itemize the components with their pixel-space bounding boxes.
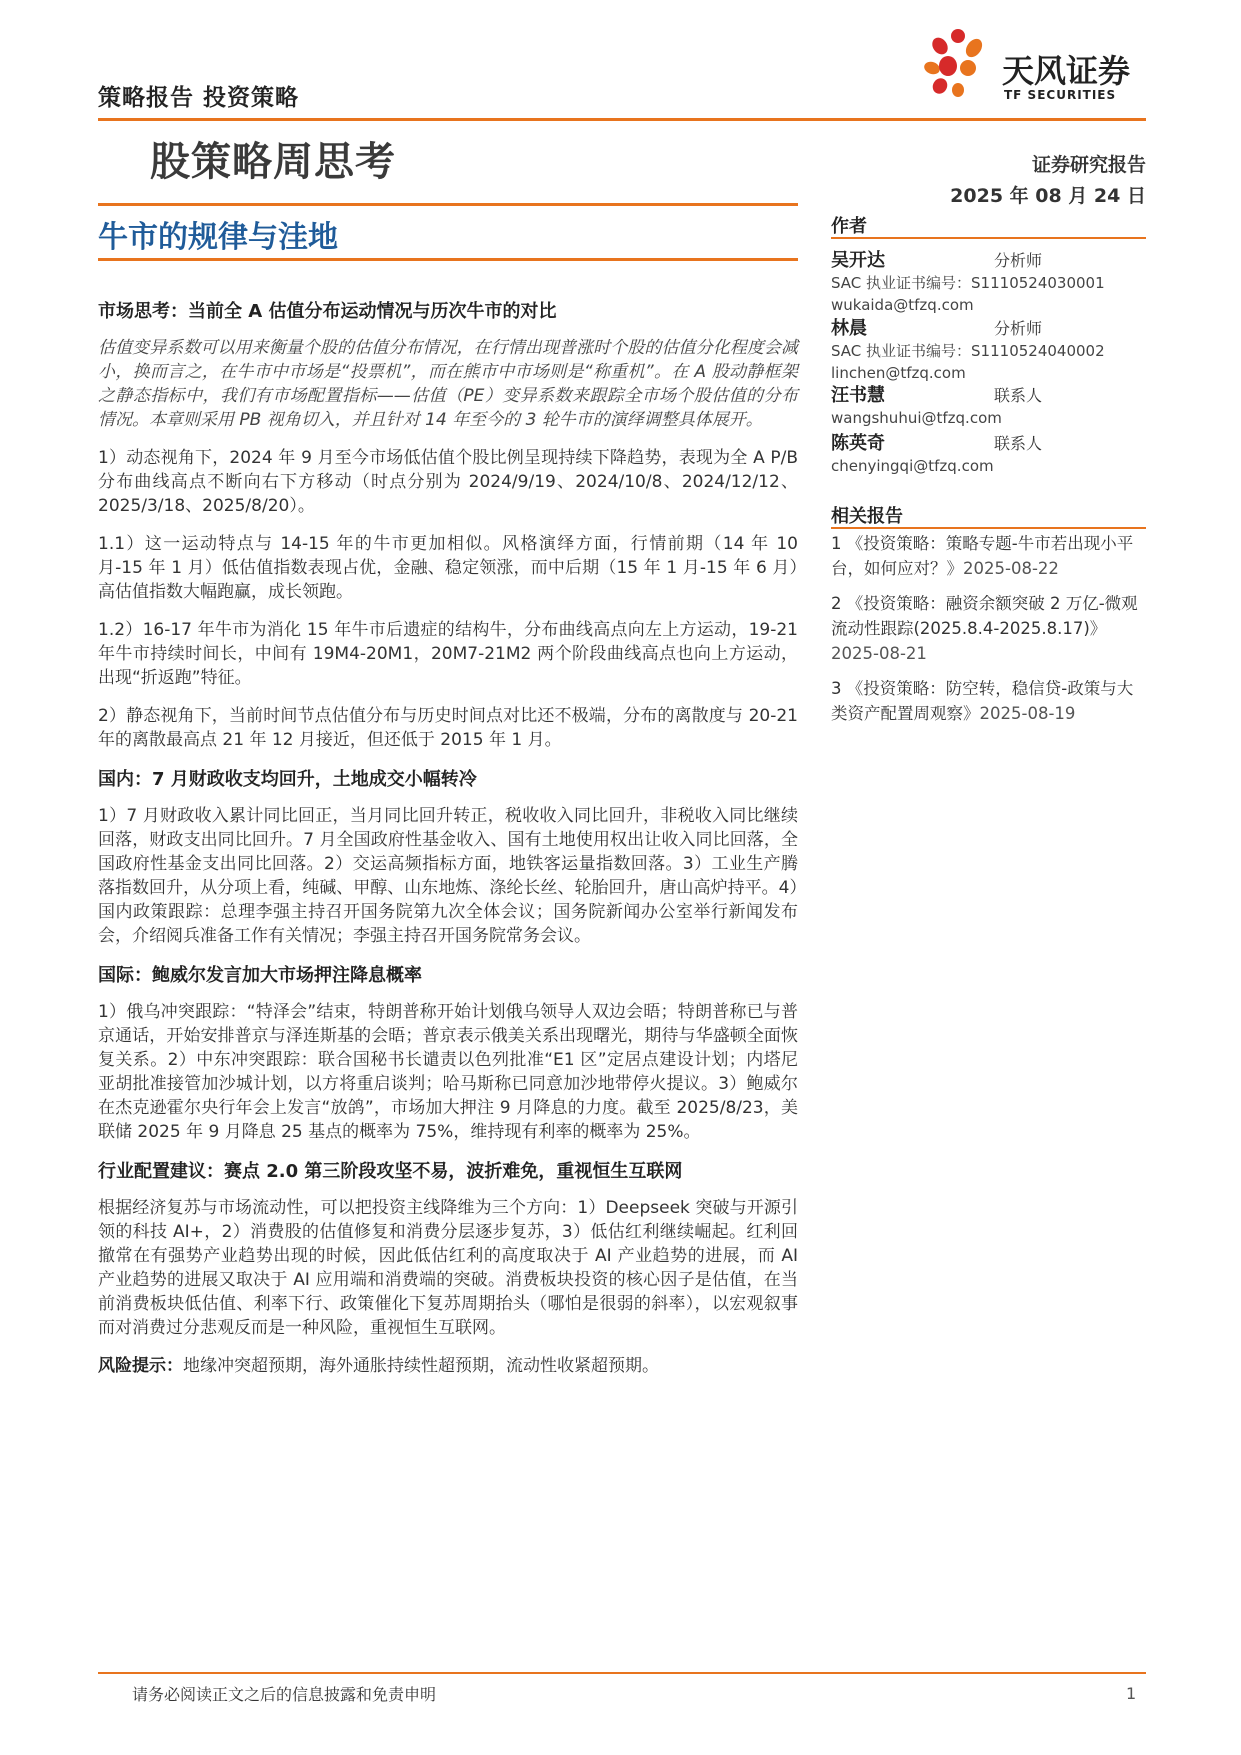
related-report-title[interactable]: 1 《投资策略：策略专题-牛市若出现小平台，如何应对？》 <box>831 534 1134 578</box>
footer-disclaimer: 请务必阅读正文之后的信息披露和免责申明 <box>132 1685 437 1704</box>
related-reports-section <box>831 502 1151 528</box>
logo-name-cn: 天风证券 <box>1002 52 1131 90</box>
author-name: 陈英奇 <box>831 433 885 454</box>
page-number: 1 <box>1126 1684 1137 1703</box>
page-title: 股策略周思考 <box>150 139 396 185</box>
related-reports-heading: 相关报告 <box>831 506 903 527</box>
related-report-date: 2025-08-21 <box>831 644 927 663</box>
author-role: 联系人 <box>994 386 1043 405</box>
related-report-item[interactable] <box>831 676 1149 726</box>
paragraph: 2）静态视角下，当前时间节点估值分布与历史时间点对比还不极端，分布的离散度与 20-21 年的离散最高点 21 年 12 月接近，但还低于 2015 年 1 月。 <box>98 706 798 750</box>
author-card <box>831 429 1146 477</box>
related-reports-divider <box>831 527 1146 529</box>
report-subtitle: 牛市的规律与洼地 <box>98 220 338 255</box>
author-role: 分析师 <box>994 319 1043 338</box>
section-heading-market: 市场思考：当前全 A 估值分布运动情况与历次牛市的对比 <box>98 301 557 322</box>
author-email[interactable]: wangshuhui@tfzq.com <box>831 409 1002 427</box>
report-type: 证券研究报告 <box>1031 154 1146 176</box>
authors-heading: 作者 <box>831 216 867 237</box>
related-report-title[interactable]: 2 《投资策略：融资余额突破 2 万亿-微观流动性跟踪(2025.8.4-2025.8.17)》 <box>831 594 1138 638</box>
footer-divider <box>98 1672 1146 1674</box>
subtitle-divider <box>98 258 798 261</box>
paragraph: 根据经济复苏与市场流动性，可以把投资主线降维为三个方向：1）Deepseek 突破与开源引领的科技 AI+，2）消费股的估值修复和消费分层逐步复苏，3）低估红利继续崛起。红利回撤常在有强势产业趋势出现的时候，因此低估红利的高度取决于 AI 产业趋势的进展，而 AI 产业趋势的进展又取决于 AI 应用端和消费端的突破。消费板块投资的核心因子是估值，在当前消费板块低估值、利率下行、政策催化下复苏周期抬头（哪怕是很弱的斜率），以宏观叙事而对消费过分悲观反而是一种风险，重视恒生互联网。 <box>98 1198 798 1338</box>
authors-divider <box>831 237 1146 239</box>
header-divider <box>98 118 1146 121</box>
author-cert: SAC 执业证书编号：S1110524040002 <box>831 342 1105 360</box>
company-logo <box>918 24 1138 104</box>
risk-label: 风险提示： <box>98 1356 183 1376</box>
author-card <box>831 381 1146 429</box>
title-divider <box>98 203 798 206</box>
author-name: 吴开达 <box>831 250 885 271</box>
authors-list <box>831 246 1151 476</box>
section-heading-domestic: 国内：7 月财政收支均回升，土地成交小幅转冷 <box>98 769 477 790</box>
author-email[interactable]: chenyingqi@tfzq.com <box>831 457 994 475</box>
main-content <box>98 298 798 1392</box>
section-intro: 估值变异系数可以用来衡量个股的估值分布情况，在行情出现普涨时个股的估值分化程度会减小，换而言之，在牛市中市场是“投票机”，而在熊市中市场则是“称重机”。在 A 股动静框架之静态指标中，我们有市场配置指标——估值（PE）变异系数来跟踪全市场个股估值的分布情况。本章则采用 PB 视角切入，并且针对 14 年至今的 3 轮牛市的演绎调整具体展开。 <box>98 338 798 430</box>
author-name: 汪书慧 <box>831 385 885 406</box>
paragraph: 1）俄乌冲突跟踪：“特泽会”结束，特朗普称开始计划俄乌领导人双边会晤；特朗普称已与普京通话，开始安排普京与泽连斯基的会晤；普京表示俄美关系出现曙光，期待与华盛顿全面恢复关系。2）中东冲突跟踪：联合国秘书长谴责以色列批准“E1 区”定居点建设计划；内塔尼亚胡批准接管加沙城计划，以方将重启谈判；哈马斯称已同意加沙地带停火提议。3）鲍威尔在杰克逊霍尔央行年会上发言“放鸽”，市场加大押注 9 月降息的力度。截至 2025/8/23，美联储 2025 年 9 月降息 25 基点的概率为 75%，维持现有利率的概率为 25%。 <box>98 1002 798 1142</box>
logo-name-en: TF SECURITIES <box>1004 88 1117 102</box>
author-role: 分析师 <box>994 251 1043 270</box>
related-report-date: 2025-08-19 <box>979 704 1076 723</box>
related-report-item[interactable] <box>831 531 1149 581</box>
related-reports-list <box>831 531 1149 736</box>
risk-warning <box>98 1354 798 1378</box>
authors-section <box>831 212 1151 238</box>
paragraph: 1）7 月财政收入累计同比回正，当月同比回升转正，税收收入同比回升，非税收入同比继续回落，财政支出同比回升。7 月全国政府性基金收入、国有土地使用权出让收入同比回落，全国政府性基金支出同比回落。2）交运高频指标方面，地铁客运量指数回落。3）工业生产腾落指数回升，从分项上看，纯碱、甲醇、山东地炼、涤纶长丝、轮胎回升，唐山高炉持平。4）国内政策跟踪：总理李强主持召开国务院第九次全体会议；国务院新闻办公室举行新闻发布会，介绍阅兵准备工作有关情况；李强主持召开国务院常务会议。 <box>98 806 798 946</box>
related-report-title[interactable]: 3 《投资策略：防空转，稳信贷-政策与大类资产配置周观察》 <box>831 679 1134 723</box>
logo-flower-icon <box>918 24 998 104</box>
related-report-item[interactable] <box>831 591 1149 666</box>
author-role: 联系人 <box>994 434 1043 453</box>
section-heading-international: 国际：鲍威尔发言加大市场押注降息概率 <box>98 965 422 986</box>
report-date: 2025 年 08 月 24 日 <box>950 185 1146 207</box>
author-email[interactable]: wukaida@tfzq.com <box>831 296 974 314</box>
author-cert: SAC 执业证书编号：S1110524030001 <box>831 274 1105 292</box>
paragraph: 1）动态视角下，2024 年 9 月至今市场低估值个股比例呈现持续下降趋势，表现为全 A P/B 分布曲线高点不断向右下方移动（时点分别为 2024/9/19、2024/10/8、2024/12/12、2025/3/18、2025/8/20）。 <box>98 448 798 516</box>
report-category: 策略报告 投资策略 <box>98 85 300 111</box>
author-email[interactable]: linchen@tfzq.com <box>831 364 966 382</box>
author-card <box>831 246 1146 316</box>
author-name: 林晨 <box>831 318 867 339</box>
risk-text: 地缘冲突超预期，海外通胀持续性超预期，流动性收紧超预期。 <box>183 1356 659 1376</box>
related-report-date: 2025-08-22 <box>963 559 1059 578</box>
author-card <box>831 314 1146 384</box>
paragraph: 1.1）这一运动特点与 14-15 年的牛市更加相似。风格演绎方面，行情前期（14 年 10 月-15 年 1 月）低估值指数表现占优，金融、稳定领涨，而中后期（15 年 1 月-15 年 6 月）高估值指数大幅跑赢，成长领跑。 <box>98 534 798 602</box>
section-heading-allocation: 行业配置建议：赛点 2.0 第三阶段攻坚不易，波折难免，重视恒生互联网 <box>98 1161 683 1182</box>
paragraph: 1.2）16-17 年牛市为消化 15 年牛市后遗症的结构牛，分布曲线高点向左上方运动，19-21 年牛市持续时间长，中间有 19M4-20M1，20M7-21M2 两个阶段曲线高点也向上方运动，出现“折返跑”特征。 <box>98 620 798 688</box>
